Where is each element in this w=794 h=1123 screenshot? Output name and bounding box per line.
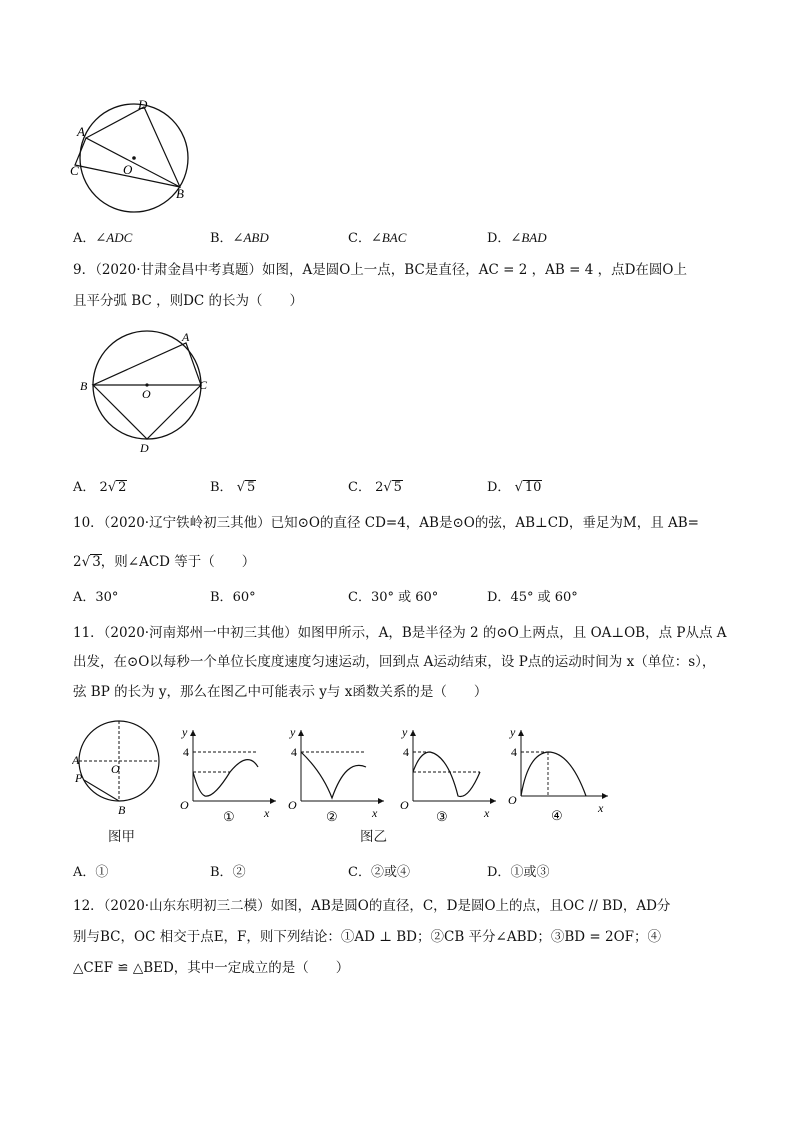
g4-origin: O [508,793,517,807]
g4-y-label: y [510,725,516,739]
fig8-label-d: D [138,97,148,112]
fig8-label-o: O [123,162,133,177]
q9-option-b[interactable]: B． √ 5 [210,480,256,495]
fig9-label-c: C [199,378,208,392]
q11-option-d-letter: D． [487,865,511,880]
q11-graph-3 [392,722,500,822]
q9-option-b-letter: B． [210,480,233,495]
fig8-label-b: B [176,186,184,201]
q9-stem-line1: 9．（2020·甘肃金昌中考真题）如图，A是圆O上一点，BC是直径，AC = 2 ，AB = 4 ，点D在圆O上 [73,262,687,278]
q10-stem-line1: 10．（2020·辽宁铁岭初三其他）已知⊙O的直径 CD=4，AB是⊙O的弦，AB⊥CD，垂足为M，且 AB= [73,515,699,531]
g4-tick-4: 4 [511,745,517,759]
g1-origin: O [180,798,189,812]
g2-origin: O [288,798,297,812]
fig9-label-o: O [142,387,151,401]
q8-option-c-text: ∠BAC [370,230,407,245]
g2-number: ② [326,809,338,822]
q9-option-c-coef: 2 [375,480,384,495]
q9-option-c[interactable]: C． 2√ 5 [348,480,402,495]
fig8-label-c: C [70,163,79,178]
q10-ab-radicand: 3 [92,554,101,570]
q10-option-b[interactable] [210,589,256,607]
q9-option-c-radicand: 5 [393,480,402,495]
q10-stem-line2: 2√ 3，则∠ACD 等于（ ） [73,554,256,570]
q8-option-b[interactable] [210,229,269,248]
g1-number: ① [223,809,235,822]
q9-option-d[interactable]: D． √ 10 [487,480,542,495]
q10-option-a-text: 30° [95,590,119,605]
fig9-label-b: B [80,379,88,393]
q12-stem-line2: 别与BC，OC 相交于点E，F，则下列结论：①AD ⊥ BD；②CB 平分∠ABD；③BD = 2OF；④ [73,929,662,945]
q8-option-a-letter: A． [73,231,96,246]
q11-option-a-letter: A． [73,865,96,880]
q11-stem-line1: 11．（2020·河南郑州一中初三其他）如图甲所示，A，B是半径为 2 的⊙O上两点，且 OA⊥OB，点 P从点 A [73,625,727,641]
q11-option-c-letter: C． [348,865,371,880]
q10-stem-line2-rest: ，则∠ACD 等于（ ） [100,554,256,570]
q11-fig-jia-caption: 图甲 [108,829,135,845]
jia-label-p: P [75,771,83,785]
g4-x-label: x [598,801,604,815]
q9-option-c-letter: C． [348,480,371,495]
q9-option-a-coef: 2 [99,480,108,495]
q10-option-a[interactable] [73,589,118,607]
jia-label-a: A [72,753,80,767]
q10-option-b-letter: B． [210,590,233,605]
q10-option-b-text: 60° [232,590,256,605]
q10-option-d[interactable] [487,589,578,607]
q8-option-d-letter: D． [487,231,511,246]
g1-x-label: x [264,806,270,820]
q11-option-a[interactable] [73,864,108,882]
q11-stem-line2: 出发，在⊙O以每秒一个单位长度度速度匀速运动，回到点 A运动结束，设 P点的运动时间为 x（单位：s）， [73,654,716,670]
q12-stem-line1: 12．（2020·山东东明初三二模）如图，AB是圆O的直径，C，D是圆O上的点，且OC // BD，AD分 [73,898,671,914]
q10-ab-coef: 2 [73,554,82,570]
q11-option-d[interactable] [487,864,549,882]
q9-option-d-radicand: 10 [524,480,542,495]
q10-option-c-text: 30° 或 60° [370,590,439,605]
g2-x-label: x [372,806,378,820]
g4-number: ④ [551,808,563,822]
q10-option-c-letter: C． [348,590,371,605]
jia-label-o: O [111,762,120,776]
q9-option-b-radicand: 5 [246,480,256,495]
q11-graph-1 [172,722,280,822]
g2-y-label: y [290,725,296,739]
g2-tick-4: 4 [291,745,297,759]
q8-option-a[interactable] [73,229,132,248]
q11-option-d-text: ①或③ [510,865,550,880]
fig9-label-d: D [140,441,149,455]
q10-option-c[interactable] [348,589,438,607]
q8-option-d-text: ∠BAD [510,230,547,245]
g3-y-label: y [402,725,408,739]
q9-option-a[interactable]: A． 2√ 2 [73,480,127,495]
q12-stem-line3: △CEF ≌ △BED，其中一定成立的是（ ） [73,960,350,976]
q10-option-d-text: 45° 或 60° [510,590,578,605]
q10-option-d-letter: D． [487,590,511,605]
q11-option-b-text: ② [232,865,246,880]
q9-circle-figure [78,328,218,456]
g1-tick-4: 4 [183,745,189,759]
q9-option-a-radicand: 2 [118,480,127,495]
g3-tick-4: 4 [403,745,409,759]
q8-option-b-text: ∠ABD [232,230,269,245]
q11-option-c[interactable] [348,864,410,882]
q10-option-a-letter: A． [73,590,96,605]
g3-origin: O [400,798,409,812]
q9-option-a-letter: A． [73,480,96,495]
g3-number: ③ [436,809,448,822]
q11-fig-yi-caption: 图乙 [360,829,387,845]
q11-graph-4 [500,722,612,822]
q8-option-a-text: ∠ADC [95,230,133,245]
q8-circle-figure [60,95,200,225]
q11-graph-2 [280,722,388,822]
jia-label-b: B [118,803,126,817]
q11-option-b[interactable] [210,864,246,882]
q8-option-d[interactable] [487,229,547,248]
q11-option-a-text: ① [95,865,109,880]
g3-x-label: x [484,806,490,820]
fig8-label-a: A [77,124,85,139]
g1-y-label: y [182,725,188,739]
q8-option-c[interactable] [348,229,406,248]
q11-fig-jia [72,718,172,818]
q8-option-c-letter: C． [348,231,371,246]
q11-stem-line3: 弦 BP 的长为 y，那么在图乙中可能表示 y与 x函数关系的是（ ） [73,684,488,700]
q8-option-b-letter: B． [210,231,233,246]
q9-stem-line2: 且平分弧 BC ，则DC 的长为（ ） [73,293,304,309]
fig9-label-a: A [182,330,190,344]
q11-option-c-text: ②或④ [370,865,410,880]
q11-option-b-letter: B． [210,865,233,880]
q9-option-d-letter: D． [487,480,511,495]
